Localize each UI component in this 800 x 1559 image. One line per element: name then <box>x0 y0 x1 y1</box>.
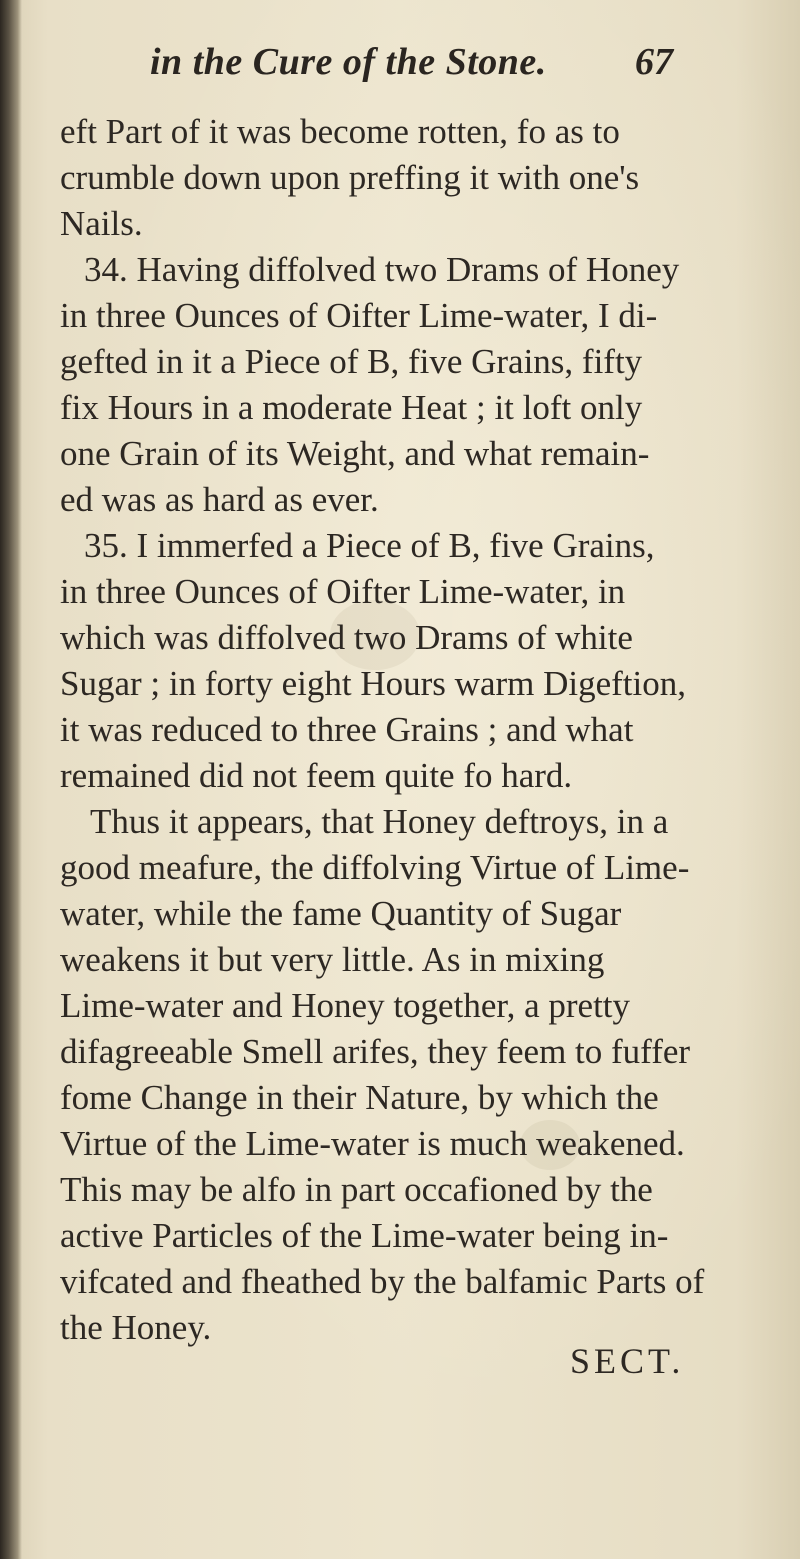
text-line: the Honey. <box>60 1308 212 1347</box>
text-line: This may be alfo in part occafioned by the <box>60 1170 653 1209</box>
text-line: crumble down upon preffing it with one's <box>60 158 640 197</box>
text-line: remained did not feem quite fo hard. <box>60 756 573 795</box>
text-line: Thus it appears, that Honey deftroys, in a <box>90 802 669 841</box>
text-line: difagreeable Smell arifes, they feem to fuffer <box>60 1032 691 1071</box>
catchword: SECT. <box>570 1341 685 1381</box>
page-header <box>60 40 720 96</box>
text-line: good meafure, the diffolving Virtue of Lime- <box>60 848 690 887</box>
text-line: gefted in it a Piece of B, five Grains, fifty <box>60 342 643 381</box>
body-text <box>60 108 708 1348</box>
text-line: in three Ounces of Oifter Lime-water, in <box>60 572 626 611</box>
text-line: 34. Having diffolved two Drams of Honey <box>84 250 680 289</box>
page-number: 67 <box>635 41 673 83</box>
text-line: fix Hours in a moderate Heat ; it loft only <box>60 388 643 427</box>
text-line: one Grain of its Weight, and what remain- <box>60 434 650 473</box>
text-line: water, while the fame Quantity of Sugar <box>60 894 622 933</box>
text-line: eft Part of it was become rotten, fo as to <box>60 112 620 151</box>
page-gutter-shadow <box>0 0 22 1559</box>
text-line: Nails. <box>60 204 143 243</box>
text-line: Virtue of the Lime-water is much weakened. <box>60 1124 685 1163</box>
text-line: in three Ounces of Oifter Lime-water, I di- <box>60 296 658 335</box>
text-line: fome Change in their Nature, by which the <box>60 1078 659 1117</box>
text-line: 35. I immerfed a Piece of B, five Grains, <box>84 526 655 565</box>
text-line: Lime-water and Honey together, a pretty <box>60 986 631 1025</box>
text-line: active Particles of the Lime-water being in- <box>60 1216 669 1255</box>
text-line: ed was as hard as ever. <box>60 480 379 519</box>
text-line: Sugar ; in forty eight Hours warm Digeftion, <box>60 664 687 703</box>
text-line: weakens it but very little. As in mixing <box>60 940 605 979</box>
text-line: it was reduced to three Grains ; and what <box>60 710 634 749</box>
text-line: which was diffolved two Drams of white <box>60 618 633 657</box>
text-line: vifcated and fheathed by the balfamic Parts of <box>60 1262 705 1301</box>
running-title: in the Cure of the Stone. <box>150 41 547 83</box>
